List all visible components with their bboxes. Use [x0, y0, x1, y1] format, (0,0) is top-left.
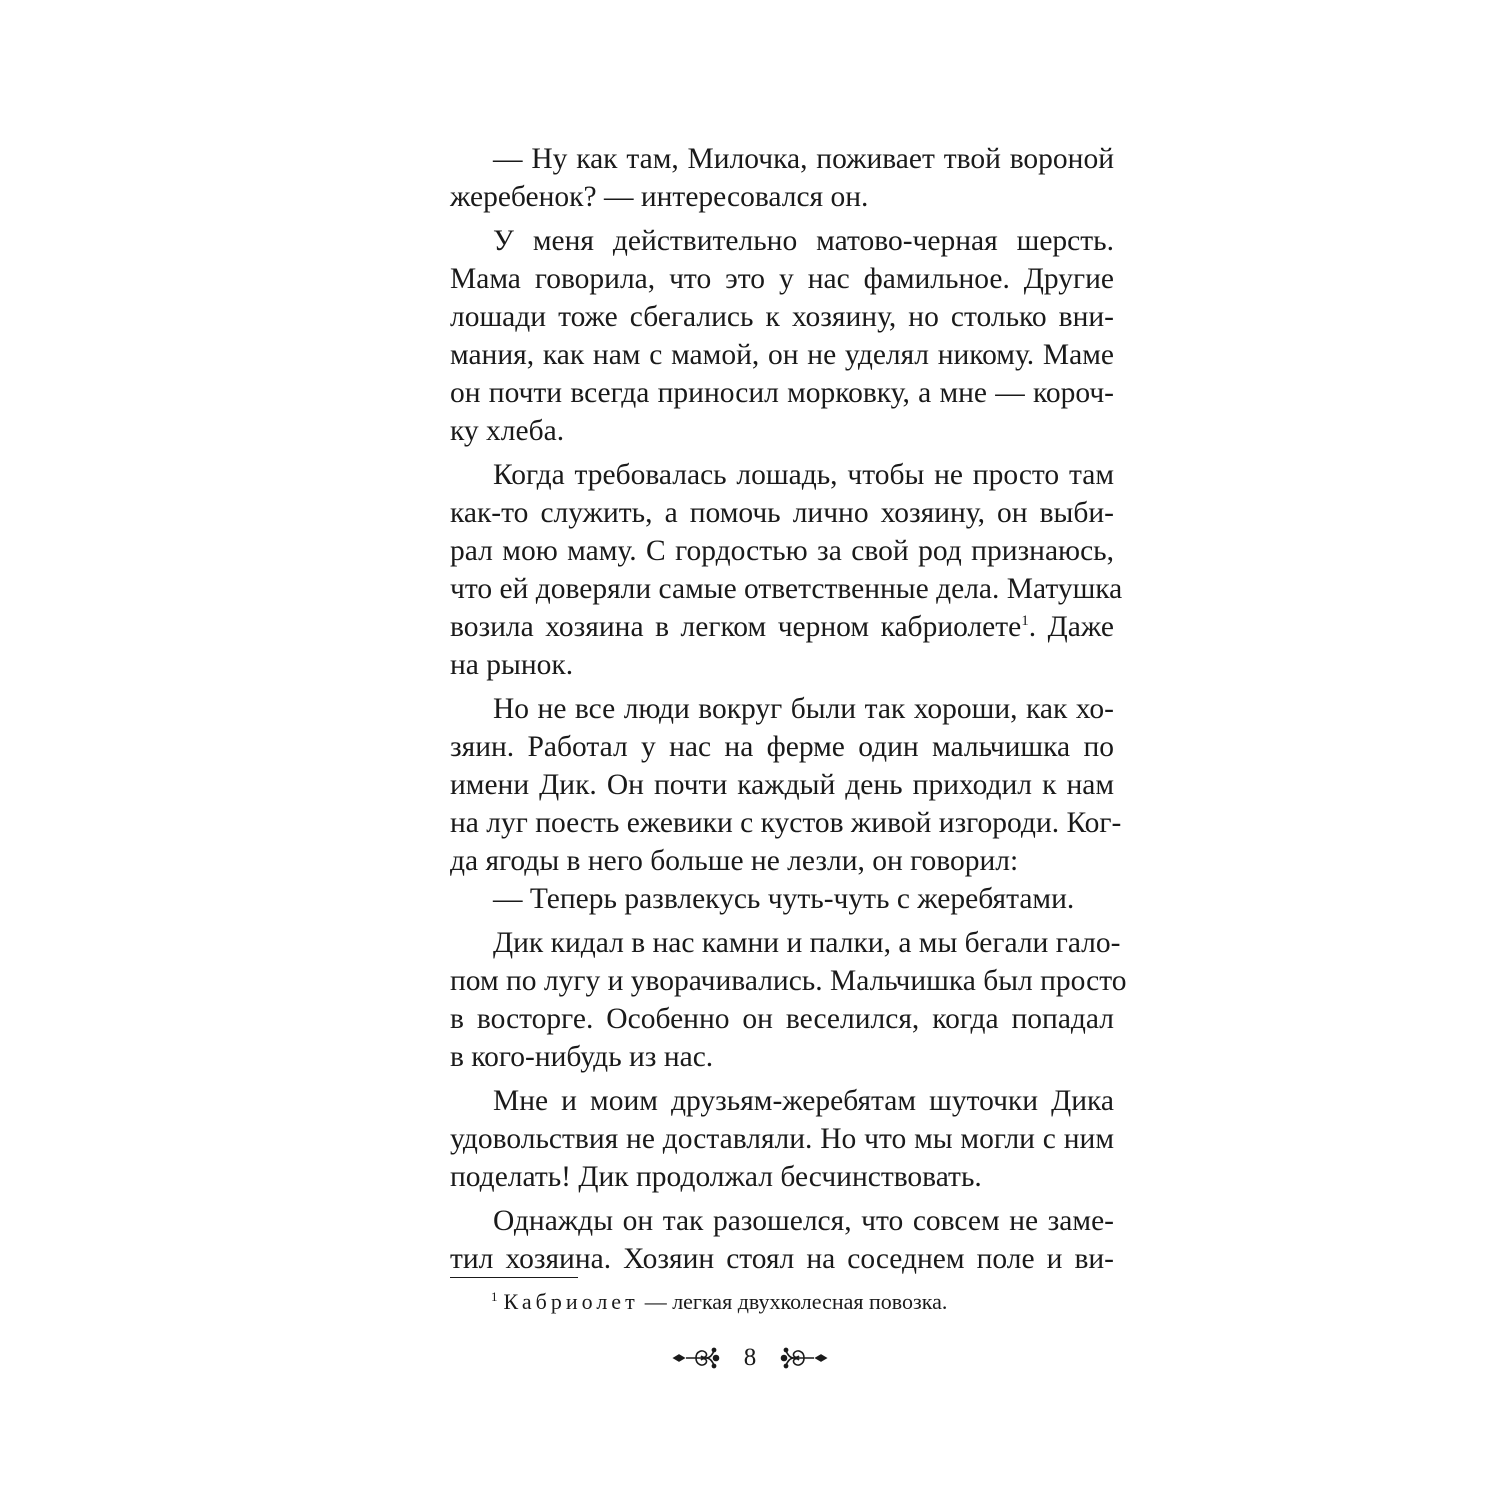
- text-line: — Ну как там, Милочка, поживает твой вороной: [493, 143, 1114, 175]
- text-line: зяин. Работал у нас на ферме один мальчишка по: [450, 731, 1114, 763]
- text-line: Однажды он так разошелся, что совсем не заме-: [493, 1205, 1114, 1237]
- text-line: ку хлеба.: [450, 415, 565, 447]
- text-line: поделать! Дик продолжал бесчинствовать.: [450, 1161, 982, 1193]
- text-line: лошади тоже сбегались к хозяину, но столько вни-: [450, 301, 1114, 333]
- page-folio: [0, 1338, 1500, 1378]
- text-line: удовольствия не доставляли. Но что мы могли с ним: [450, 1123, 1114, 1155]
- footnote-definition: — легкая двухколесная повозка.: [644, 1289, 948, 1314]
- text-line: он почти всегда приносил морковку, а мне — короч-: [450, 377, 1114, 409]
- text-line: Но не все люди вокруг были так хороши, как хо-: [493, 693, 1114, 725]
- floral-ornament-icon: [778, 1345, 828, 1371]
- footnote-number: 1: [491, 1289, 498, 1304]
- text-line: как-то служить, а помочь лично хозяину, он выби-: [450, 497, 1114, 529]
- text-line: на рынок.: [450, 649, 574, 681]
- text-line: да ягоды в него больше не лезли, он говорил:: [450, 845, 1019, 877]
- text-segment: возила хозяина в легком черном кабриолете: [450, 611, 1022, 643]
- text-line: Когда требовалась лошадь, чтобы не просто там: [493, 459, 1114, 491]
- text-line: жеребенок? — интересовался он.: [450, 181, 869, 213]
- text-line: рал мою маму. С гордостью за свой род признаюсь,: [450, 535, 1114, 567]
- text-line: имени Дик. Он почти каждый день приходил к нам: [450, 769, 1114, 801]
- floral-ornament-icon: [672, 1345, 722, 1371]
- text-line: У меня действительно матово-черная шерсть.: [493, 225, 1114, 257]
- footnote-term: Кабриолет: [503, 1289, 639, 1314]
- footnote: [491, 1287, 947, 1317]
- page-number: 8: [743, 1344, 757, 1371]
- body-text: [450, 140, 1127, 1278]
- text-line: — Теперь развлекусь чуть-чуть с жеребятами.: [493, 883, 1075, 915]
- text-line: мания, как нам с мамой, он не уделял никому. Маме: [450, 339, 1114, 371]
- footnote-mark: 1: [1021, 613, 1029, 629]
- text-line: Дик кидал в нас камни и палки, а мы бегали гало-: [493, 927, 1121, 959]
- text-line: на луг поесть ежевики с кустов живой изгороди. Ког-: [450, 807, 1122, 839]
- text-line: Мама говорила, что это у нас фамильное. Другие: [450, 263, 1114, 295]
- text-line: Мне и моим друзьям-жеребятам шуточки Дика: [493, 1085, 1114, 1117]
- text-line-with-footnote-mark: [450, 608, 1114, 646]
- text-line: в кого-нибудь из нас.: [450, 1041, 714, 1073]
- text-line: в восторге. Особенно он веселился, когда попадал: [450, 1003, 1114, 1035]
- text-line: пом по лугу и уворачивались. Мальчишка был просто: [450, 965, 1127, 997]
- text-segment: . Даже: [1028, 611, 1114, 643]
- text-line: тил хозяина. Хозяин стоял на соседнем поле и ви-: [450, 1243, 1114, 1275]
- footnote-separator: [450, 1277, 578, 1278]
- text-line: что ей доверяли самые ответственные дела. Матушка: [450, 573, 1123, 605]
